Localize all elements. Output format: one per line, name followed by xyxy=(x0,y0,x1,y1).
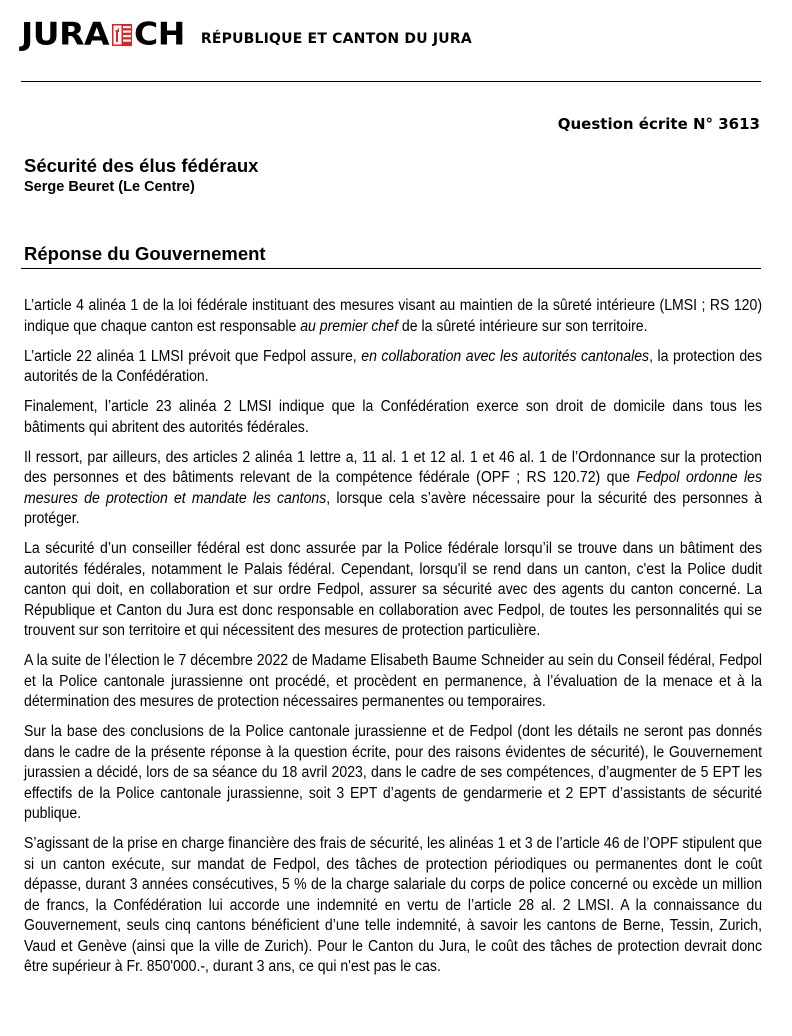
section-divider xyxy=(21,268,761,269)
question-number: Question écrite N° 3613 xyxy=(557,115,760,133)
paragraph-emphasis: Fedpol ordonne les mesures de protection et mandate les cantons xyxy=(24,469,763,507)
paragraph-emphasis: au premier chef xyxy=(300,317,398,335)
paragraph-text: L’article 22 alinéa 1 LMSI prévoit que Fedpol assure, xyxy=(24,347,362,365)
republic-label: RÉPUBLIQUE ET CANTON DU JURA xyxy=(200,31,472,47)
paragraph-text: A la suite de l’élection le 7 décembre 2022 de Madame Elisabeth Baume Schneider au sein du Conseil fédéral, Fedpol et la Police cantonale jurassienne ont procédé, et procèdent en permanence, à l’évaluation de la menace et à la détermination des mesures de protection nécessaires permanentes ou temporaires. xyxy=(24,652,763,710)
paragraph-6 xyxy=(24,651,762,713)
document-title: Sécurité des élus fédéraux xyxy=(24,155,259,176)
paragraph-2 xyxy=(24,347,762,388)
section-heading: Réponse du Gouvernement xyxy=(24,243,266,264)
document-author: Serge Beuret (Le Centre) xyxy=(24,179,195,195)
paragraph-text: S’agissant de la prise en charge financière des frais de sécurité, les alinéas 1 et 3 de l’article 46 de l’OPF stipulent que si un canton exécute, sur mandat de Fedpol, des tâches de protection périodiques ou permanentes dont le coût dépasse, durant 3 années consécutives, 5 % de la charge salariale du corps de police concerné ou excède un million de francs, la Confédération lui accorde une indemnité en vertu de l’article 28 al. 2 LMSI. A la connaissance du Gouvernement, seuls cinq cantons bénéficient d’une telle indemnité, à savoir les cantons de Berne, Tessin, Zurich, Vaud et Genève (ainsi que la ville de Zurich). Pour le Canton du Jura, le coût des tâches de protection devrait donc être supérieur à Fr. 850'000.-, durant 3 ans, ce qui n'est pas le cas. xyxy=(24,835,763,975)
jura-flag-icon xyxy=(112,24,132,46)
paragraph-text: La sécurité d’un conseiller fédéral est donc assurée par la Police fédérale lorsqu’il se trouve dans un bâtiment des autorités fédérales, notamment le Palais fédéral. Cependant, lorsqu'il se rend dans un canton, c'est la Police dudit canton qui doit, en collaboration et sur ordre Fedpol, assurer sa sécurité avec des agents du canton concerné. La République et Canton du Jura est donc responsable en collaboration avec Fedpol, de toutes les personnalités qui se trouvent sur son territoire et qui nécessitent des mesures de protection particulière. xyxy=(24,540,763,639)
paragraph-emphasis: en collaboration avec les autorités cantonales xyxy=(361,347,650,365)
letterhead xyxy=(21,14,472,53)
paragraph-text: , lorsque cela s’avère nécessaire pour la sécurité des personnes à protéger. xyxy=(24,489,763,527)
logo-jura-text: JURA xyxy=(21,14,110,53)
paragraph-text: de la sûreté intérieure sur son territoire. xyxy=(397,317,648,335)
paragraph-3 xyxy=(24,397,762,438)
paragraph-text: Il ressort, par ailleurs, des articles 2 alinéa 1 lettre a, 11 al. 1 et 12 al. 1 et 46 al. 1 de l’Ordonnance sur la protection des personnes et des bâtiments relevant de la compétence fédérale (OPF ; RS 120.72) que xyxy=(24,448,763,486)
paragraph-7 xyxy=(24,722,762,825)
paragraph-8 xyxy=(24,834,762,978)
document-body xyxy=(24,296,762,987)
logo-ch-text: CH xyxy=(134,14,185,53)
header-divider xyxy=(21,81,761,82)
paragraph-4 xyxy=(24,448,762,530)
paragraph-5 xyxy=(24,539,762,642)
paragraph-1 xyxy=(24,296,762,337)
paragraph-text: Finalement, l’article 23 alinéa 2 LMSI indique que la Confédération exerce son droit de domicile dans tous les bâtiments qui abritent des autorités fédérales. xyxy=(24,398,763,436)
paragraph-text: Sur la base des conclusions de la Police cantonale jurassienne et de Fedpol (dont les détails ne seront pas donnés dans le cadre de la présente réponse à la question écrite, pour des raisons évidentes de sécurité), le Gouvernement jurassien a décidé, lors de sa séance du 18 avril 2023, dans le cadre de ses compétences, d’augmenter de 5 EPT les effectifs de la Police cantonale jurassienne, soit 3 EPT d’agents de gendarmerie et 2 EPT d’assistants de sécurité publique. xyxy=(24,723,763,822)
paragraph-text: L’article 4 alinéa 1 de la loi fédérale instituant des mesures visant au maintien de la sûreté intérieure (LMSI ; RS 120) indique que chaque canton est responsable xyxy=(24,297,763,335)
paragraph-text: , la protection des autorités de la Confédération. xyxy=(24,347,763,385)
